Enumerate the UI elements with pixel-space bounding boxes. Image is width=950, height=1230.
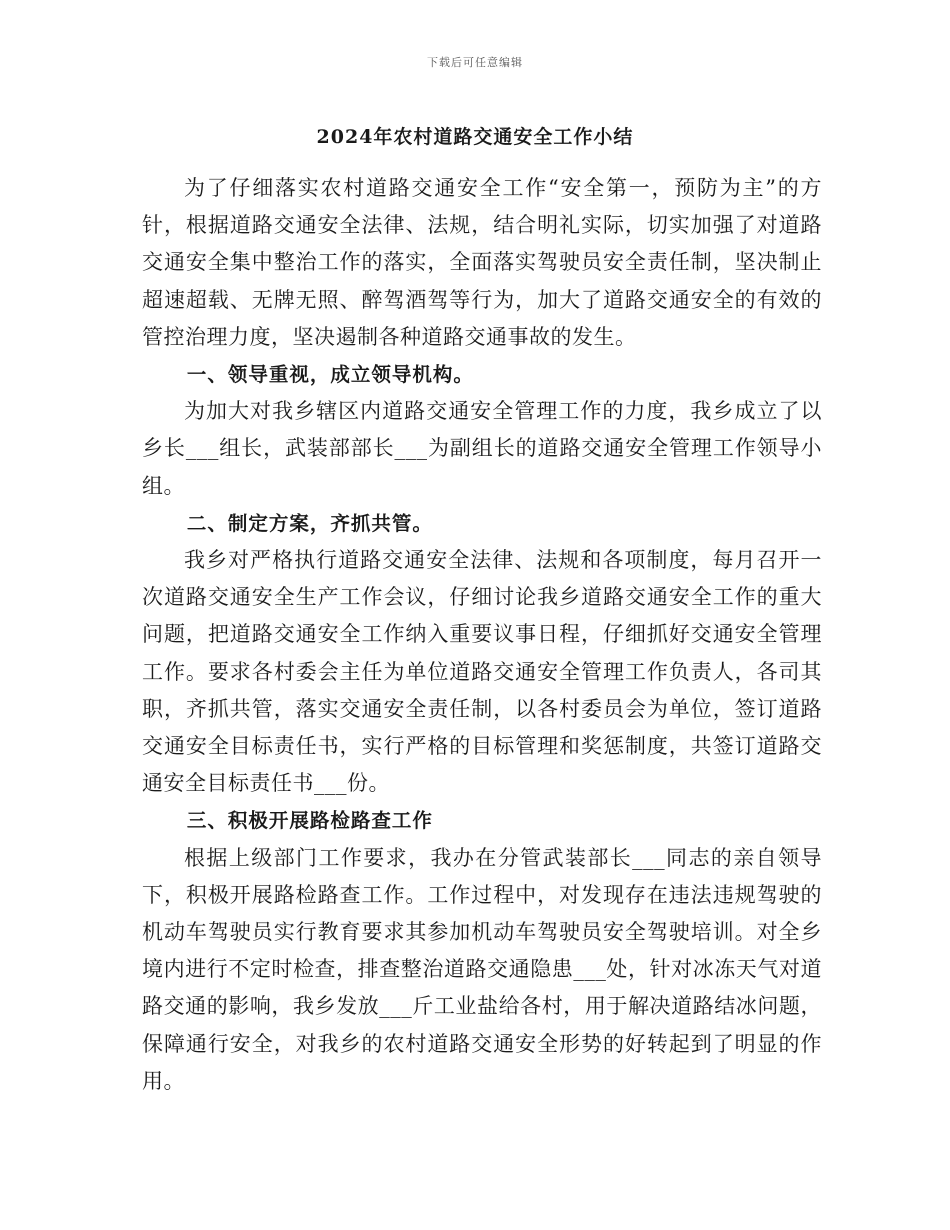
document-body [142, 170, 822, 1100]
section-heading-2: 二、制定方案，齐抓共管。 [186, 511, 433, 535]
section-body-1: 为加大对我乡辖区内道路交通安全管理工作的力度，我乡成立了以乡长___组长，武装部部长___为副组长的道路交通安全管理工作领导小组。 [142, 399, 822, 498]
header-note: 下载后可任意编辑 [427, 56, 523, 69]
section-heading-1: 一、领导重视，成立领导机构。 [186, 363, 474, 387]
section-body-2: 我乡对严格执行道路交通安全法律、法规和各项制度，每月召开一次道路交通安全生产工作会议，仔细讨论我乡道路交通安全工作的重大问题，把道路交通安全工作纳入重要议事日程，仔细抓好交通安全管理工作。要求各村委会主任为单位道路交通安全管理工作负责人，各司其职，齐抓共管，落实交通安全责任制，以各村委员会为单位，签订道路交通安全目标责任书，实行严格的目标管理和奖惩制度，共签订道路交通安全目标责任书___份。 [142, 548, 822, 796]
section-body-3: 根据上级部门工作要求，我办在分管武装部长___同志的亲自领导下，积极开展路检路查工作。工作过程中，对发现存在违法违规驾驶的机动车驾驶员实行教育要求其参加机动车驾驶员安全驾驶培训。对全乡境内进行不定时检查，排查整治道路交通隐患___处，针对冰冻天气对道路交通的影响，我乡发放___斤工业盐给各村，用于解决道路结冰问题，保障通行安全，对我乡的农村道路交通安全形势的好转起到了明显的作用。 [142, 845, 822, 1093]
section-heading-3: 三、积极开展路检路查工作 [186, 809, 433, 833]
document-title: 2024年农村道路交通安全工作小结 [316, 126, 634, 148]
intro-paragraph: 为了仔细落实农村道路交通安全工作“安全第一，预防为主”的方针，根据道路交通安全法律、法规，结合明礼实际，切实加强了对道路交通安全集中整治工作的落实，全面落实驾驶员安全责任制，坚决制止超速超载、无牌无照、醉驾酒驾等行为，加大了道路交通安全的有效的管控治理力度，坚决遏制各种道路交通事故的发生。 [142, 176, 822, 349]
